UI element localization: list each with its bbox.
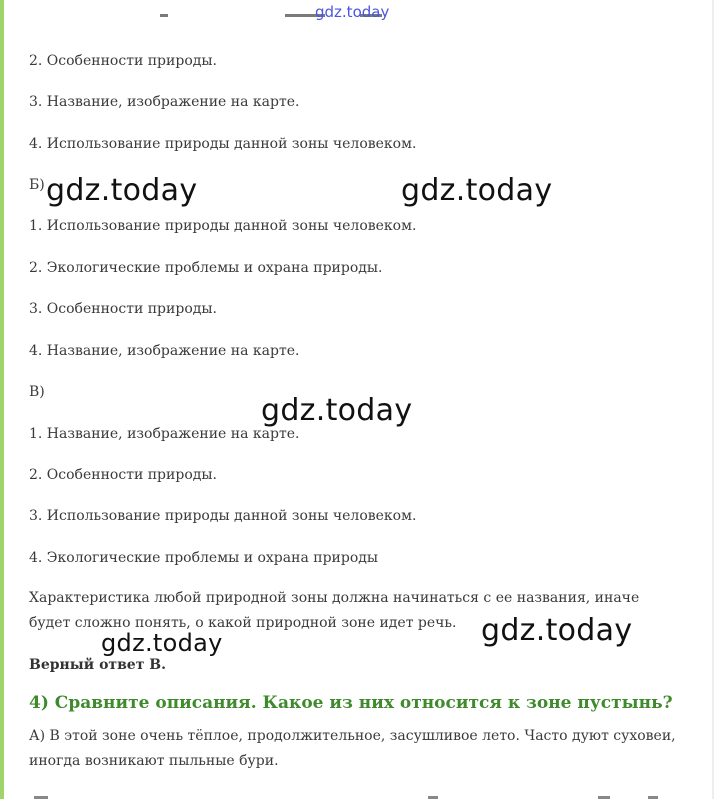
question-4-option-a: А) В этой зоне очень тёплое, продолжительное, засушливое лето. Часто дуют суховеи, иногда возникают пыльные бури. (29, 728, 676, 769)
cut-off-text-bottom (28, 793, 688, 799)
watermark-4: gdz.today (101, 629, 223, 657)
section-a-item-2: 2. Особенности природы. (29, 53, 217, 69)
section-b-item-2: 2. Экологические проблемы и охрана природы. (29, 260, 383, 276)
section-a-item-4: 4. Использование природы данной зоны человеком. (29, 136, 417, 152)
question-4-heading: 4) Сравните описания. Какое из них относится к зоне пустынь? (29, 693, 673, 713)
watermark-5: gdz.today (481, 613, 633, 648)
explanation-paragraph: Характеристика любой природной зоны должна начинаться с ее названия, иначе будет сложно понять, о какой природной зоне идет речь. (29, 590, 640, 631)
section-b-item-1: 1. Использование природы данной зоны человеком. (29, 218, 417, 234)
watermark-1: gdz.today (46, 173, 198, 208)
watermark-2: gdz.today (401, 173, 553, 208)
answer-text: Верный ответ В. (29, 657, 166, 673)
section-c-item-2: 2. Особенности природы. (29, 467, 217, 483)
section-c-item-1: 1. Название, изображение на карте. (29, 426, 300, 442)
section-c-label: В) (29, 384, 45, 400)
watermark-top: gdz.today (315, 3, 390, 21)
section-b-label: Б) (29, 177, 45, 193)
watermark-3: gdz.today (261, 393, 413, 428)
left-accent-border (0, 0, 4, 799)
section-a-item-3: 3. Название, изображение на карте. (29, 94, 300, 110)
section-c-item-4: 4. Экологические проблемы и охрана природы (29, 550, 379, 566)
section-b-item-3: 3. Особенности природы. (29, 301, 217, 317)
section-b-item-4: 4. Название, изображение на карте. (29, 343, 300, 359)
section-c-item-3: 3. Использование природы данной зоны человеком. (29, 508, 417, 524)
